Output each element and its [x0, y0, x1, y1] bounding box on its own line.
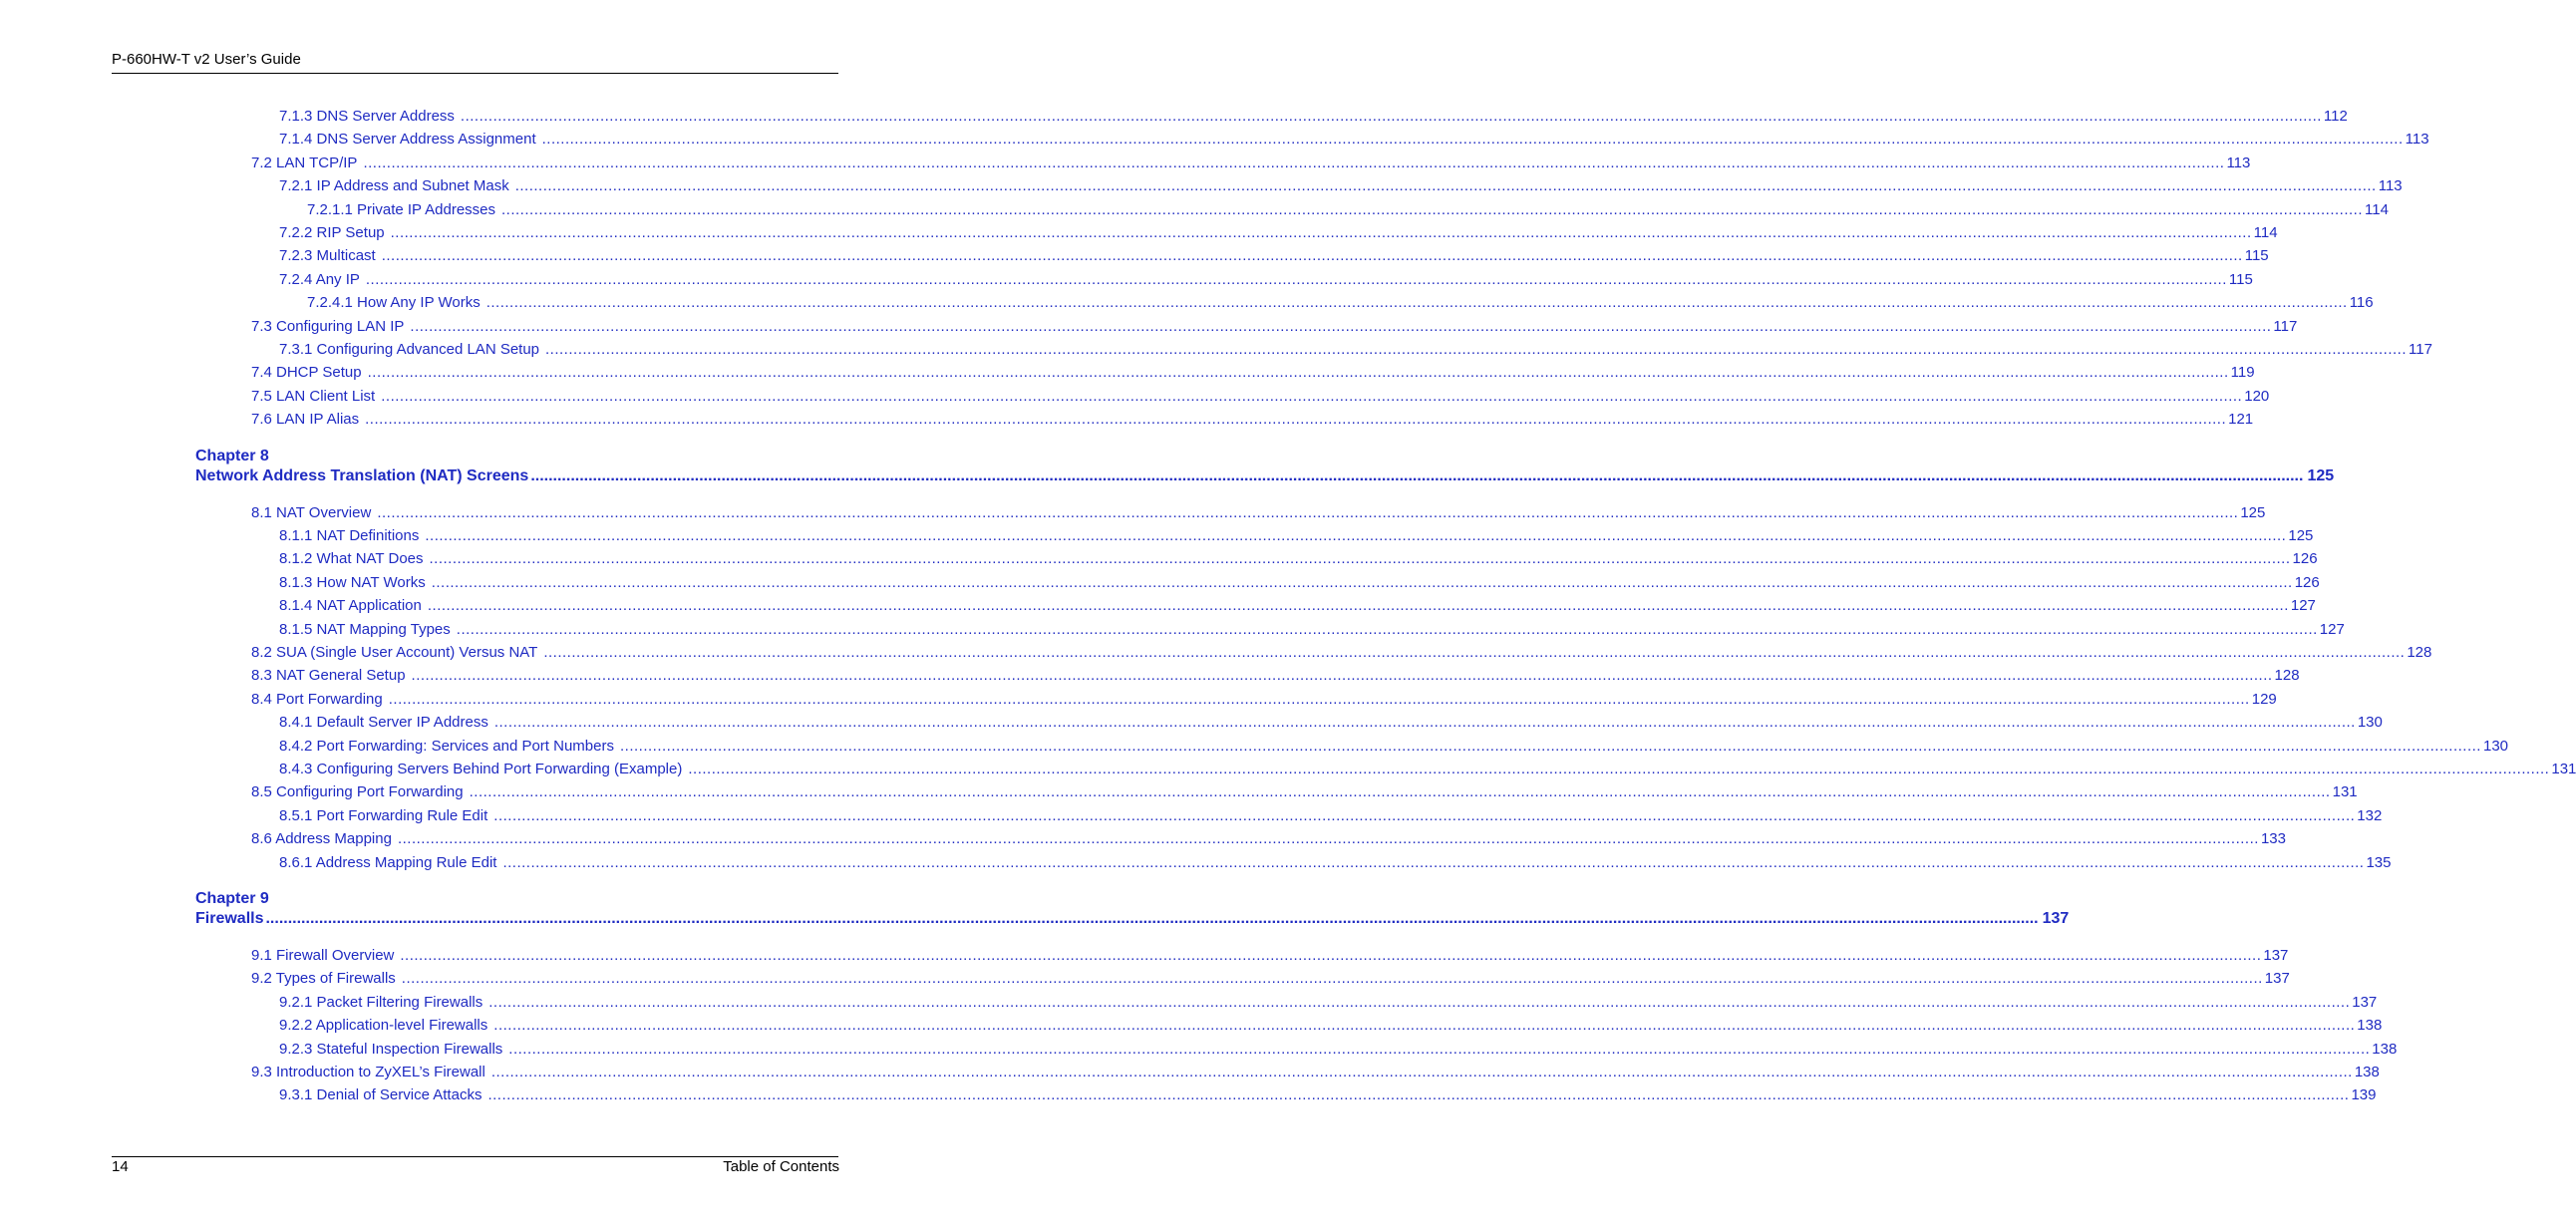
- toc-entry[interactable]: [279, 597, 2316, 615]
- toc-entry[interactable]: [279, 737, 2509, 755]
- dot-leader: ................................................................................................................................................................................................................................................................................................................................................................................................................: [456, 620, 2318, 638]
- dot-leader: ................................................................................................................................................................................................................................................................................................................................................................................................................: [530, 466, 2304, 484]
- toc-entry[interactable]: [279, 714, 2383, 732]
- dot-leader: ................................................................................................................................................................................................................................................................................................................................................................................................................: [400, 947, 2262, 964]
- toc-entry-page: 138: [2372, 1040, 2398, 1058]
- toc-entry-page: 116: [2349, 294, 2374, 312]
- toc-entry-page: 117: [2409, 341, 2432, 358]
- toc-entry-page: 138: [2357, 1017, 2383, 1035]
- toc-entry-label: 8.3 NAT General Setup: [251, 667, 406, 685]
- toc-entry-page: 121: [2228, 411, 2254, 429]
- toc-entry[interactable]: [251, 830, 2286, 848]
- toc-entry[interactable]: [279, 620, 2345, 638]
- toc-entry-page: 113: [2378, 177, 2403, 195]
- toc-entry[interactable]: [251, 411, 2254, 429]
- toc-entry[interactable]: [307, 200, 2389, 218]
- dot-leader: ................................................................................................................................................................................................................................................................................................................................................................................................................: [363, 154, 2225, 171]
- toc-entry-page: 125: [2240, 503, 2266, 521]
- toc-entry[interactable]: [279, 761, 2576, 777]
- dot-leader: ................................................................................................................................................................................................................................................................................................................................................................................................................: [431, 573, 2293, 591]
- toc-entry-label: 9.3 Introduction to ZyXEL’s Firewall: [251, 1064, 485, 1080]
- toc-entry[interactable]: [279, 341, 2432, 358]
- dot-leader: ................................................................................................................................................................................................................................................................................................................................................................................................................: [541, 131, 2404, 149]
- toc-entry-page: 131: [2551, 761, 2576, 777]
- toc-entry-page: 128: [2407, 644, 2432, 661]
- toc-entry-page: 137: [2263, 947, 2289, 964]
- toc-entry-label: 7.1.3 DNS Server Address: [279, 108, 455, 125]
- toc-entry-page: 115: [2228, 270, 2253, 288]
- toc-chapter-page: 137: [2042, 910, 2070, 927]
- dot-leader: ................................................................................................................................................................................................................................................................................................................................................................................................................: [508, 1040, 2371, 1058]
- toc-chapter-label: Firewalls: [195, 910, 264, 927]
- toc-entry-page: 125: [2288, 527, 2314, 544]
- dot-leader: ................................................................................................................................................................................................................................................................................................................................................................................................................: [425, 527, 2287, 544]
- document-header: P-660HW-T v2 User’s Guide: [112, 51, 301, 68]
- toc-entry[interactable]: [279, 550, 2318, 568]
- toc-chapter-number[interactable]: Chapter 8: [195, 447, 269, 464]
- toc-entry-page: 131: [2332, 783, 2358, 801]
- toc-entry-label: 8.1.2 What NAT Does: [279, 550, 424, 568]
- toc-entry-page: 126: [2294, 573, 2320, 591]
- toc-entry-label: 8.4.3 Configuring Servers Behind Port Forwarding (Example): [279, 761, 683, 777]
- toc-entry-label: 7.2.3 Multicast: [279, 247, 376, 265]
- toc-entry-page: 137: [2352, 993, 2378, 1011]
- toc-entry-page: 112: [2323, 108, 2348, 125]
- toc-chapter-title[interactable]: [195, 910, 2070, 928]
- toc-entry-page: 137: [2264, 970, 2290, 988]
- toc-entry[interactable]: [307, 294, 2374, 312]
- toc-entry-label: 7.1.4 DNS Server Address Assignment: [279, 131, 536, 149]
- toc-entry[interactable]: [279, 806, 2383, 824]
- toc-entry[interactable]: [279, 131, 2429, 149]
- toc-entry[interactable]: [279, 1040, 2398, 1058]
- toc-entry[interactable]: [279, 1086, 2377, 1104]
- toc-entry-label: 7.2.2 RIP Setup: [279, 224, 385, 241]
- toc-entry-page: 138: [2354, 1064, 2380, 1080]
- toc-entry-page: 127: [2319, 620, 2345, 638]
- toc-entry-label: 8.1.1 NAT Definitions: [279, 527, 420, 544]
- toc-entry-label: 9.2.3 Stateful Inspection Firewalls: [279, 1040, 503, 1058]
- dot-leader: ................................................................................................................................................................................................................................................................................................................................................................................................................: [493, 714, 2356, 732]
- dot-leader: ................................................................................................................................................................................................................................................................................................................................................................................................................: [501, 200, 2364, 218]
- toc-entry-label: 8.6 Address Mapping: [251, 830, 392, 848]
- toc-entry[interactable]: [251, 317, 2298, 335]
- dot-leader: ................................................................................................................................................................................................................................................................................................................................................................................................................: [401, 970, 2263, 988]
- dot-leader: ................................................................................................................................................................................................................................................................................................................................................................................................................: [427, 597, 2289, 615]
- toc-chapter-page: 125: [2307, 466, 2335, 484]
- toc-entry-label: 7.2.1 IP Address and Subnet Mask: [279, 177, 509, 195]
- toc-entry-label: 8.5.1 Port Forwarding Rule Edit: [279, 806, 488, 824]
- toc-entry-page: 119: [2230, 364, 2255, 382]
- dot-leader: ................................................................................................................................................................................................................................................................................................................................................................................................................: [397, 830, 2259, 848]
- dot-leader: ................................................................................................................................................................................................................................................................................................................................................................................................................: [543, 644, 2406, 661]
- dot-leader: ................................................................................................................................................................................................................................................................................................................................................................................................................: [367, 364, 2229, 382]
- page-number: 14: [112, 1158, 129, 1175]
- toc-entry-page: 114: [2365, 200, 2389, 218]
- dot-leader: ................................................................................................................................................................................................................................................................................................................................................................................................................: [390, 224, 2252, 241]
- toc-entry-label: 7.2 LAN TCP/IP: [251, 154, 358, 171]
- toc-entry[interactable]: [251, 970, 2290, 988]
- toc-entry-page: 126: [2292, 550, 2318, 568]
- dot-leader: ................................................................................................................................................................................................................................................................................................................................................................................................................: [502, 853, 2365, 871]
- toc-entry[interactable]: [251, 690, 2277, 708]
- toc-chapter-label: Network Address Translation (NAT) Screens: [195, 466, 529, 484]
- toc-entry[interactable]: [251, 667, 2300, 685]
- dot-leader: ................................................................................................................................................................................................................................................................................................................................................................................................................: [411, 667, 2273, 685]
- toc-entry-label: 7.4 DHCP Setup: [251, 364, 362, 382]
- toc-entry[interactable]: [279, 108, 2348, 125]
- toc-entry-label: 7.3 Configuring LAN IP: [251, 317, 405, 335]
- dot-leader: ................................................................................................................................................................................................................................................................................................................................................................................................................: [485, 294, 2348, 312]
- dot-leader: ................................................................................................................................................................................................................................................................................................................................................................................................................: [619, 737, 2481, 755]
- toc-entry[interactable]: [279, 247, 2269, 265]
- toc-entry-label: 9.2.1 Packet Filtering Firewalls: [279, 993, 483, 1011]
- dot-leader: ................................................................................................................................................................................................................................................................................................................................................................................................................: [493, 806, 2356, 824]
- toc-entry-page: 133: [2260, 830, 2286, 848]
- toc-entry[interactable]: [251, 154, 2251, 171]
- toc-entry-page: 135: [2366, 853, 2392, 871]
- toc-entry-page: 130: [2357, 714, 2383, 732]
- toc-entry-label: 8.5 Configuring Port Forwarding: [251, 783, 464, 801]
- toc-entry-page: 120: [2244, 387, 2270, 405]
- dot-leader: ................................................................................................................................................................................................................................................................................................................................................................................................................: [429, 550, 2291, 568]
- dot-leader: ................................................................................................................................................................................................................................................................................................................................................................................................................: [487, 1086, 2350, 1104]
- toc-entry-page: 132: [2357, 806, 2383, 824]
- dot-leader: ................................................................................................................................................................................................................................................................................................................................................................................................................: [365, 270, 2227, 288]
- toc-entry[interactable]: [251, 783, 2358, 801]
- toc-entry-page: 113: [2405, 131, 2429, 149]
- dot-leader: ................................................................................................................................................................................................................................................................................................................................................................................................................: [381, 247, 2243, 265]
- toc-entry[interactable]: [279, 177, 2403, 195]
- toc-entry-label: 8.4 Port Forwarding: [251, 690, 383, 708]
- toc-entry-label: 8.1.5 NAT Mapping Types: [279, 620, 451, 638]
- toc-entry-label: 9.3.1 Denial of Service Attacks: [279, 1086, 483, 1104]
- toc-entry[interactable]: [279, 527, 2314, 544]
- toc-entry-page: 113: [2226, 154, 2251, 171]
- toc-entry-page: 114: [2253, 224, 2278, 241]
- dot-leader: ................................................................................................................................................................................................................................................................................................................................................................................................................: [381, 387, 2243, 405]
- toc-entry-label: 8.1.4 NAT Application: [279, 597, 422, 615]
- toc-entry-label: 7.2.4 Any IP: [279, 270, 360, 288]
- toc-entry-label: 8.4.1 Default Server IP Address: [279, 714, 488, 732]
- toc-entry-label: 7.2.4.1 How Any IP Works: [307, 294, 481, 312]
- toc-entry-page: 115: [2244, 247, 2269, 265]
- toc-entry-label: 7.2.1.1 Private IP Addresses: [307, 200, 496, 218]
- toc-entry-label: 7.5 LAN Client List: [251, 387, 376, 405]
- toc-entry-page: 139: [2351, 1086, 2377, 1104]
- dot-leader: ................................................................................................................................................................................................................................................................................................................................................................................................................: [469, 783, 2331, 801]
- dot-leader: ................................................................................................................................................................................................................................................................................................................................................................................................................: [388, 690, 2250, 708]
- toc-entry-label: 9.2.2 Application-level Firewalls: [279, 1017, 488, 1035]
- toc-entry-label: 8.4.2 Port Forwarding: Services and Port Numbers: [279, 737, 614, 755]
- dot-leader: ................................................................................................................................................................................................................................................................................................................................................................................................................: [493, 1017, 2356, 1035]
- toc-entry-page: 127: [2290, 597, 2316, 615]
- dot-leader: ................................................................................................................................................................................................................................................................................................................................................................................................................: [490, 1064, 2353, 1080]
- toc-entry-page: 129: [2251, 690, 2277, 708]
- toc-entry-page: 117: [2273, 317, 2298, 335]
- toc-entry-page: 128: [2274, 667, 2300, 685]
- toc-entry[interactable]: [251, 1064, 2380, 1080]
- toc-chapter-title[interactable]: [195, 466, 2335, 485]
- toc-entry[interactable]: [279, 993, 2378, 1011]
- toc-entry-label: 8.6.1 Address Mapping Rule Edit: [279, 853, 497, 871]
- toc-entry[interactable]: [279, 270, 2253, 288]
- footer-divider: [112, 1156, 838, 1157]
- dot-leader: ................................................................................................................................................................................................................................................................................................................................................................................................................: [545, 341, 2408, 358]
- toc-entry[interactable]: [251, 644, 2432, 661]
- dot-leader: ................................................................................................................................................................................................................................................................................................................................................................................................................: [460, 108, 2322, 125]
- dot-leader: ................................................................................................................................................................................................................................................................................................................................................................................................................: [688, 761, 2550, 777]
- toc-entry[interactable]: [251, 503, 2266, 521]
- toc-entry[interactable]: [251, 387, 2270, 405]
- dot-leader: ................................................................................................................................................................................................................................................................................................................................................................................................................: [377, 503, 2239, 521]
- toc-entry-label: 9.2 Types of Firewalls: [251, 970, 396, 988]
- toc-chapter-number[interactable]: Chapter 9: [195, 890, 269, 907]
- toc-entry[interactable]: [279, 1017, 2383, 1035]
- dot-leader: ................................................................................................................................................................................................................................................................................................................................................................................................................: [488, 993, 2351, 1011]
- dot-leader: ................................................................................................................................................................................................................................................................................................................................................................................................................: [265, 910, 2039, 927]
- toc-entry-label: 9.1 Firewall Overview: [251, 947, 395, 964]
- toc-entry[interactable]: [279, 224, 2278, 241]
- toc-entry[interactable]: [251, 947, 2289, 964]
- toc-entry[interactable]: [251, 364, 2255, 382]
- dot-leader: ................................................................................................................................................................................................................................................................................................................................................................................................................: [365, 411, 2227, 429]
- toc-entry-label: 7.3.1 Configuring Advanced LAN Setup: [279, 341, 540, 358]
- dot-leader: ................................................................................................................................................................................................................................................................................................................................................................................................................: [514, 177, 2377, 195]
- dot-leader: ................................................................................................................................................................................................................................................................................................................................................................................................................: [410, 317, 2272, 335]
- toc-entry-label: 8.2 SUA (Single User Account) Versus NAT: [251, 644, 538, 661]
- toc-entry-label: 7.6 LAN IP Alias: [251, 411, 360, 429]
- toc-entry-page: 130: [2482, 737, 2509, 755]
- toc-entry-label: 8.1.3 How NAT Works: [279, 573, 426, 591]
- footer-section-title: Table of Contents: [723, 1158, 839, 1175]
- toc-entry[interactable]: [279, 573, 2320, 591]
- toc-entry-label: 8.1 NAT Overview: [251, 503, 372, 521]
- toc-entry[interactable]: [279, 853, 2392, 871]
